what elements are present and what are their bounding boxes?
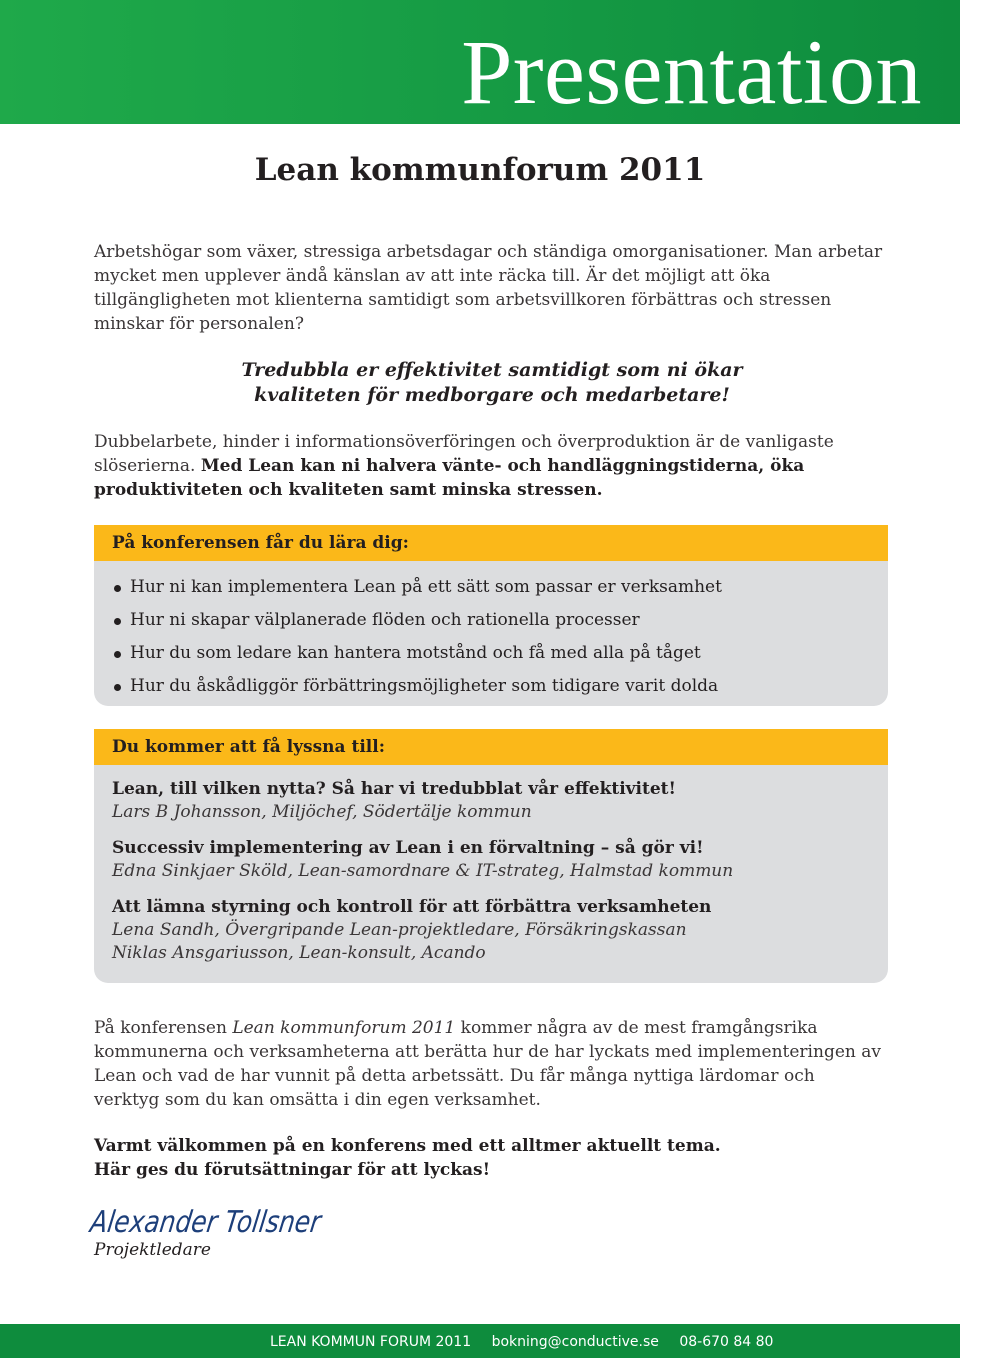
footer-email-link[interactable]: bokning@conductive.se: [491, 1334, 659, 1350]
waste-paragraph: [94, 430, 884, 502]
conference-paragraph: [94, 1016, 884, 1112]
footer-bar: [0, 1324, 960, 1358]
waste-text: Dubbelarbete, hinder i informationsöverföringen och överproduktion är de vanligaste slöserierna.: [94, 432, 834, 476]
lean-benefit-text: Med Lean kan ni halvera vänte- och handläggningstiderna, öka produktiviteten och kvaliteten samt minska stressen.: [94, 456, 805, 500]
talk-speaker: Lars B Johansson, Miljöchef, Södertälje kommun: [112, 802, 532, 822]
talk-speaker: Edna Sinkjaer Sköld, Lean-samordnare & IT-strateg, Halmstad kommun: [112, 861, 734, 881]
conference-text-after: kommer några av de mest framgångsrika kommunerna och verksamheterna att berätta hur de har lyckats med implementeringen av Lean och vad de har vunnit på detta arbetssätt. Du får många nyttiga lärdomar och verktyg som du kan omsätta i din egen verksamhet.: [94, 1018, 881, 1110]
conference-title: Lean kommunforum 2011: [254, 152, 706, 188]
conference-text-before: På konferensen: [94, 1018, 233, 1038]
talk-title: Successiv implementering av Lean i en förvaltning – så gör vi!: [112, 838, 704, 858]
footer-phone: 08-670 84 80: [679, 1334, 774, 1350]
talk-item: [112, 895, 888, 965]
footer-contact: [270, 1324, 789, 1360]
page-title: Presentation: [461, 21, 922, 123]
list-item: Hur du som ledare kan hantera motstånd och få med alla på tåget: [112, 637, 888, 670]
intro-paragraph: Arbetshögar som växer, stressiga arbetsdagar och ständiga omorganisationer. Man arbetar mycket men upplever ändå känslan av att inte räcka till. Är det möjligt att öka tillgängligheten mot klienterna samtidigt som arbetsvillkoren förbättras och stressen minskar för personalen?: [94, 242, 883, 334]
handwritten-signature: [88, 1198, 370, 1244]
signature-name: Alexander Tollsner: [88, 1205, 370, 1240]
learn-box-heading: På konferensen får du lära dig:: [94, 525, 888, 561]
speakers-box: [94, 729, 888, 983]
welcome-line-2: Här ges du förutsättningar för att lyckas!: [94, 1160, 491, 1180]
talk-speaker: Lena Sandh, Övergripande Lean-projektledare, Försäkringskassan: [112, 920, 687, 940]
talk-speaker: Niklas Ansgariusson, Lean-konsult, Acando: [112, 943, 486, 963]
footer-event: LEAN KOMMUN FORUM 2011: [270, 1334, 472, 1350]
talk-title: Lean, till vilken nytta? Så har vi tredubblat vår effektivitet!: [112, 779, 676, 799]
list-item: Hur ni kan implementera Lean på ett sätt som passar er verksamhet: [112, 571, 888, 604]
tagline: [0, 358, 984, 408]
speakers-box-heading: Du kommer att få lyssna till:: [94, 729, 888, 765]
list-item: Hur ni skapar välplanerade flöden och rationella processer: [112, 604, 888, 637]
signature-role: Projektledare: [94, 1240, 211, 1260]
welcome-text: [94, 1134, 884, 1182]
talk-title: Att lämna styrning och kontroll för att förbättra verksamheten: [112, 897, 712, 917]
talk-item: [112, 836, 888, 883]
talk-item: [112, 777, 888, 824]
learn-box: [94, 525, 888, 706]
list-item: Hur du åskådliggör förbättringsmöjligheter som tidigare varit dolda: [112, 670, 888, 703]
tagline-line-2: kvaliteten för medborgare och medarbetare!: [254, 384, 730, 406]
conference-name-italic: Lean kommunforum 2011: [232, 1018, 456, 1038]
tagline-line-1: Tredubbla er effektivitet samtidigt som ni ökar: [241, 359, 743, 381]
header-band: [0, 0, 960, 124]
welcome-line-1: Varmt välkommen på en konferens med ett alltmer aktuellt tema.: [94, 1136, 721, 1156]
talk-list: [94, 765, 888, 965]
learn-list: [94, 561, 888, 703]
